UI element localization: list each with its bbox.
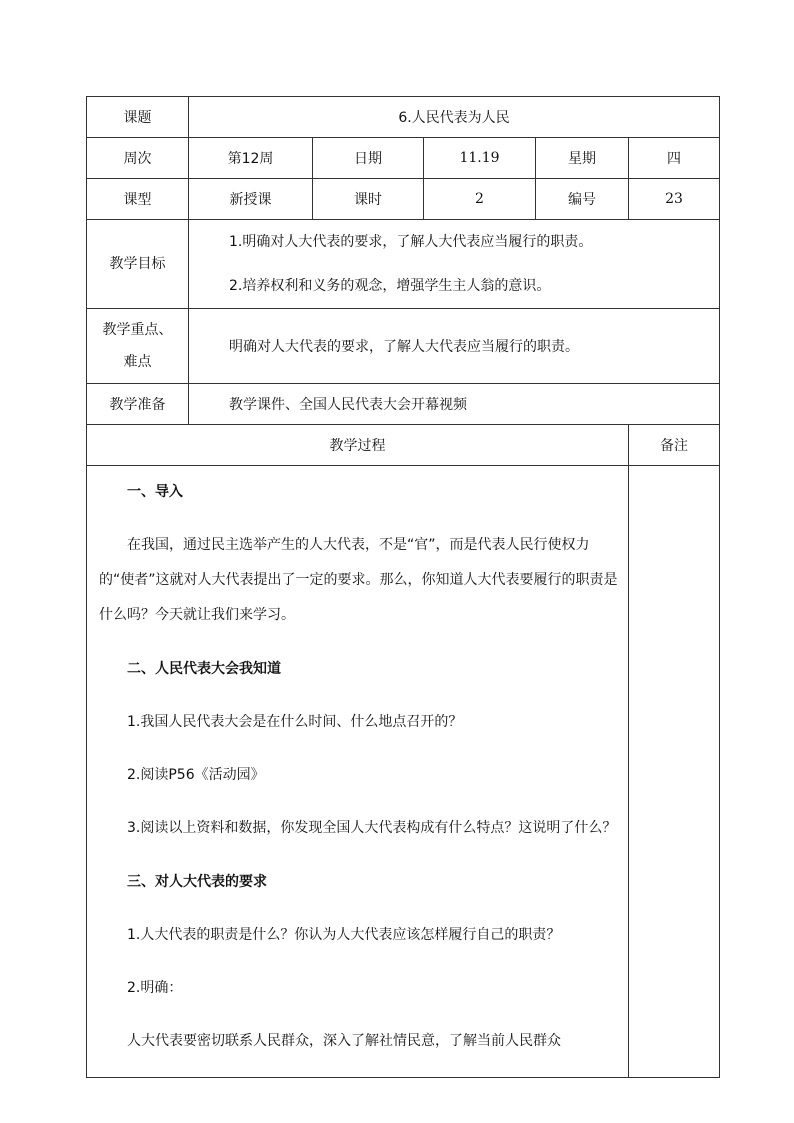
topic-row bbox=[87, 97, 720, 138]
topic-label: 课题 bbox=[87, 97, 189, 138]
date-label: 日期 bbox=[313, 138, 424, 179]
number-label: 编号 bbox=[536, 179, 629, 220]
number-value: 23 bbox=[629, 179, 720, 220]
section-title: 二、人民代表大会我知道 bbox=[127, 661, 281, 677]
section-title: 三、对人大代表的要求 bbox=[127, 874, 267, 890]
section-item: 1.我国人民代表大会是在什么时间、什么地点召开的？ bbox=[127, 714, 463, 730]
key-points-label-line1: 教学重点、 bbox=[102, 322, 173, 338]
goal-item: 2.培养权利和义务的观念，增强学生主人翁的意识。 bbox=[229, 278, 551, 294]
preparation-text: 教学课件、全国人民代表大会开幕视频 bbox=[229, 397, 467, 413]
preparation-content bbox=[189, 384, 720, 425]
key-points-label bbox=[87, 309, 189, 384]
goals-label: 教学目标 bbox=[87, 220, 189, 309]
remarks-header: 备注 bbox=[629, 425, 720, 466]
section-item: 1.人大代表的职责是什么？你认为人大代表应该怎样履行自己的职责？ bbox=[127, 927, 561, 943]
type-value: 新授课 bbox=[189, 179, 313, 220]
topic-value: 6.人民代表为人民 bbox=[189, 97, 720, 138]
process-body-row bbox=[87, 466, 720, 1078]
type-row bbox=[87, 179, 720, 220]
week-value: 第12周 bbox=[189, 138, 313, 179]
key-points-row bbox=[87, 309, 720, 384]
goal-item: 1.明确对人大代表的要求，了解人大代表应当履行的职责。 bbox=[229, 234, 593, 250]
week-label: 周次 bbox=[87, 138, 189, 179]
section-paragraph: 在我国，通过民主选举产生的人大代表，不是“官”，而是代表人民行使权力的“使者”这就对人大代表提出了一定的要求。那么，你知道人大代表要履行的职责是什么吗？今天就让我们来学习。 bbox=[99, 537, 618, 623]
lesson-plan-table bbox=[86, 96, 720, 1078]
section-item: 3.阅读以上资料和数据，你发现全国人大代表构成有什么特点？这说明了什么？ bbox=[127, 820, 617, 836]
section-item: 2.明确： bbox=[127, 980, 183, 996]
section-title: 一、导入 bbox=[127, 484, 183, 500]
period-label: 课时 bbox=[313, 179, 424, 220]
section-item: 人大代表要密切联系人民群众，深入了解社情民意，了解当前人民群众 bbox=[127, 1033, 561, 1049]
preparation-label: 教学准备 bbox=[87, 384, 189, 425]
process-content bbox=[87, 466, 629, 1078]
goals-row bbox=[87, 220, 720, 309]
period-value: 2 bbox=[424, 179, 536, 220]
key-points-text: 明确对人大代表的要求，了解人大代表应当履行的职责。 bbox=[229, 339, 579, 355]
type-label: 课型 bbox=[87, 179, 189, 220]
process-header: 教学过程 bbox=[87, 425, 629, 466]
goals-content bbox=[189, 220, 720, 309]
key-points-content bbox=[189, 309, 720, 384]
weekday-value: 四 bbox=[629, 138, 720, 179]
week-row bbox=[87, 138, 720, 179]
preparation-row bbox=[87, 384, 720, 425]
remarks-cell bbox=[629, 466, 720, 1078]
section-item: 2.阅读P56《活动园》 bbox=[127, 767, 265, 783]
key-points-label-line2: 难点 bbox=[123, 354, 152, 370]
process-header-row bbox=[87, 425, 720, 466]
weekday-label: 星期 bbox=[536, 138, 629, 179]
date-value: 11.19 bbox=[424, 138, 536, 179]
